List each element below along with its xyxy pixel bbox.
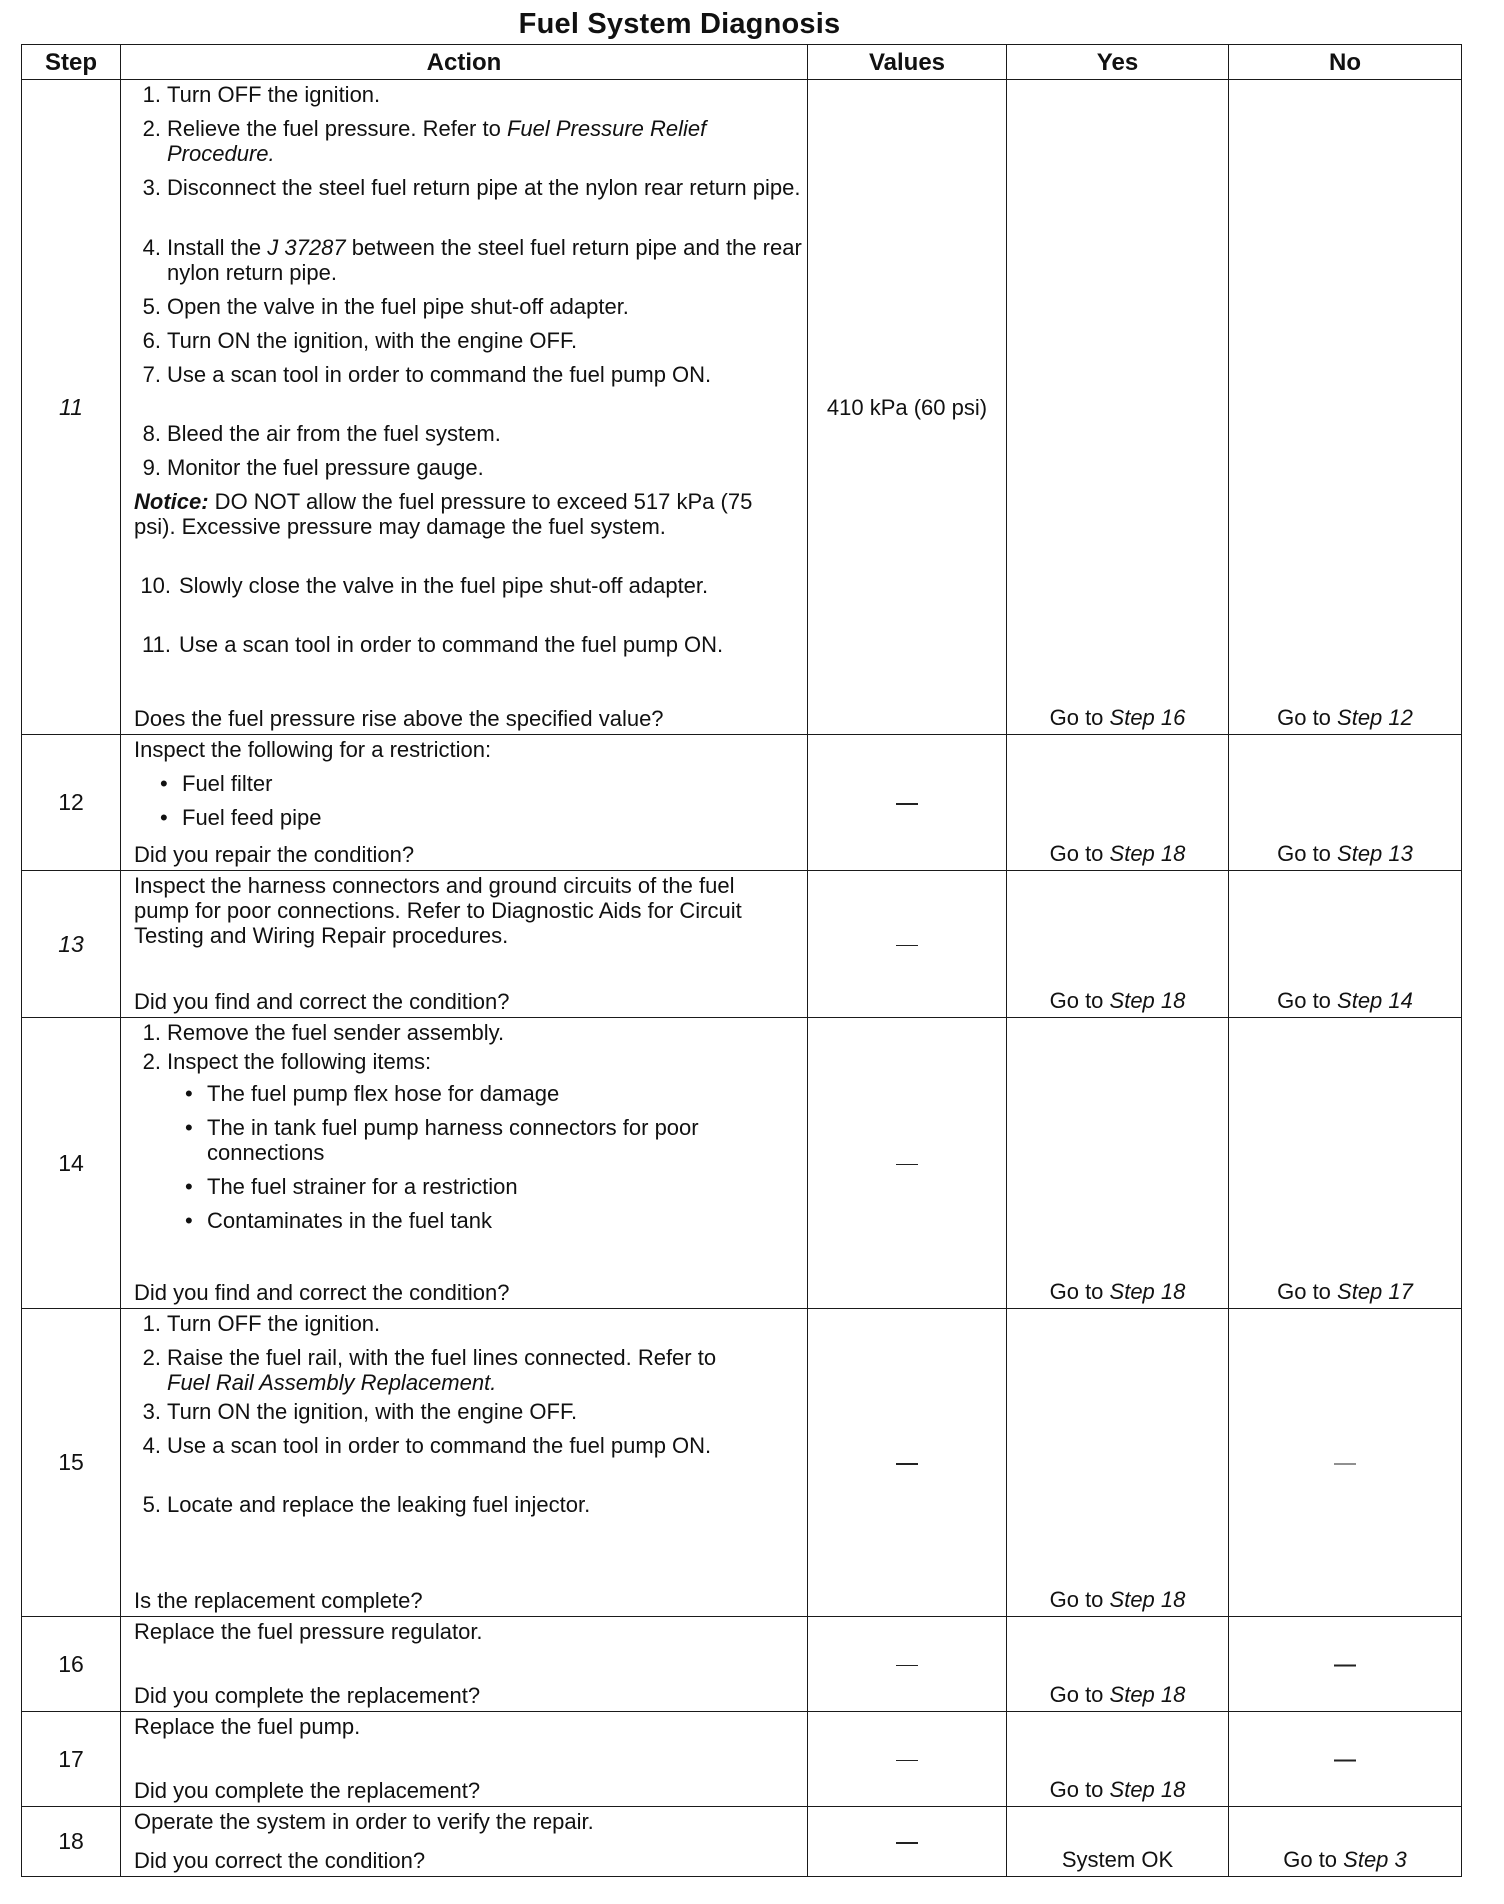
action-steps (121, 1311, 807, 1526)
list-item: 1. Turn OFF the ignition. (142, 82, 381, 107)
action-steps (121, 1020, 807, 1081)
action-cell (121, 1712, 808, 1807)
action-intro: Operate the system in order to verify the repair. (134, 1809, 594, 1834)
values-cell: 410 kPa (60 psi) (808, 80, 1007, 735)
no-cell (1229, 1617, 1462, 1712)
action-cell (121, 80, 808, 735)
header-yes: Yes (1007, 45, 1229, 80)
no-answer: Go to Step 17 (1277, 1279, 1413, 1304)
action-cell (121, 1617, 808, 1712)
table-row-step-18 (22, 1807, 1462, 1877)
no-answer: Go to Step 3 (1283, 1847, 1407, 1872)
bullet-list (121, 1081, 807, 1242)
yes-answer: Go to Step 18 (1049, 1279, 1186, 1304)
list-item: 11. Use a scan tool in order to command the fuel pump ON. (142, 632, 724, 657)
table-row-step-16 (22, 1617, 1462, 1712)
step-number: 14 (22, 1018, 121, 1309)
yes-answer: Go to Step 18 (1049, 1777, 1186, 1802)
table-row-step-15 (22, 1309, 1462, 1617)
action-question: Did you find and correct the condition? (134, 989, 510, 1014)
step-number: 16 (22, 1617, 121, 1712)
list-item: 2. Relieve the fuel pressure. Refer to Fuel Pressure Relief Procedure. (142, 116, 707, 166)
list-item: 2. Raise the fuel rail, with the fuel lines connected. Refer to Fuel Rail Assembly Replacement. (142, 1345, 717, 1395)
dash-mark (896, 1665, 918, 1667)
action-cell (121, 1807, 808, 1877)
dash-mark (1334, 1760, 1356, 1762)
list-item: 7. Use a scan tool in order to command the fuel pump ON. (142, 362, 712, 387)
no-cell (1229, 871, 1462, 1018)
list-item: • Fuel filter (160, 771, 273, 796)
notice-text: Notice: DO NOT allow the fuel pressure to exceed 517 kPa (75 psi). Excessive pressure may damage the fuel system. (134, 489, 753, 539)
action-cell (121, 871, 808, 1018)
step-number: 13 (22, 871, 121, 1018)
yes-answer: Go to Step 18 (1049, 1587, 1186, 1612)
values-cell (808, 1617, 1007, 1712)
notice-label: Notice: (134, 489, 209, 514)
list-item: • Contaminates in the fuel tank (185, 1208, 492, 1233)
list-item: 4. Use a scan tool in order to command the fuel pump ON. (142, 1433, 712, 1458)
action-cell (121, 1309, 808, 1617)
no-answer: Go to Step 14 (1277, 988, 1413, 1013)
values-cell (808, 1018, 1007, 1309)
values-cell (808, 1309, 1007, 1617)
header-row (22, 45, 1462, 80)
list-item: 4. Install the J 37287 between the steel fuel return pipe and the rear nylon return pipe. (142, 235, 802, 285)
list-item: 1. Turn OFF the ignition. (142, 1311, 381, 1336)
action-question: Did you complete the replacement? (134, 1778, 481, 1803)
yes-cell (1007, 1309, 1229, 1617)
values-cell (808, 871, 1007, 1018)
yes-answer: Go to Step 16 (1049, 705, 1186, 730)
bullet-list (134, 771, 807, 839)
no-cell (1229, 1018, 1462, 1309)
action-intro: Replace the fuel pressure regulator. (134, 1619, 483, 1644)
dash-mark (896, 945, 918, 947)
yes-cell (1007, 1018, 1229, 1309)
no-cell (1229, 735, 1462, 871)
list-item: 8. Bleed the air from the fuel system. (142, 421, 501, 446)
diagnosis-table (21, 44, 1462, 1877)
action-steps-continued (121, 573, 807, 666)
dash-mark (896, 1760, 918, 1762)
dash-mark (896, 1842, 918, 1844)
list-item: 5. Locate and replace the leaking fuel injector. (142, 1492, 591, 1517)
step-number: 18 (22, 1807, 121, 1877)
list-item: • The fuel strainer for a restriction (185, 1174, 518, 1199)
document-title: Fuel System Diagnosis (518, 8, 841, 40)
list-item: 3. Turn ON the ignition, with the engine OFF. (142, 1399, 578, 1424)
table-row-step-11 (22, 80, 1462, 735)
action-question: Did you correct the condition? (134, 1848, 426, 1873)
action-question: Does the fuel pressure rise above the specified value? (134, 706, 664, 731)
table-row-step-13 (22, 871, 1462, 1018)
table-row-step-12 (22, 735, 1462, 871)
step-number: 12 (22, 735, 121, 871)
dash-mark (1334, 1463, 1356, 1465)
list-item: 5. Open the valve in the fuel pipe shut-off adapter. (142, 294, 629, 319)
yes-answer: Go to Step 18 (1049, 988, 1186, 1013)
yes-answer: System OK (1061, 1847, 1174, 1872)
action-intro: Replace the fuel pump. (134, 1714, 361, 1739)
list-item: • Fuel feed pipe (160, 805, 322, 830)
step-number: 11 (22, 80, 121, 735)
list-item: • The in tank fuel pump harness connectors for poor connections (185, 1115, 699, 1165)
dash-mark (896, 803, 918, 805)
action-intro: Inspect the harness connectors and ground circuits of the fuel pump for poor connections. Refer to Diagnostic Aids for Circuit Testing and Wiring Repair procedures. (134, 873, 742, 948)
yes-cell (1007, 871, 1229, 1018)
no-answer: Go to Step 12 (1277, 705, 1413, 730)
action-steps (121, 82, 807, 489)
table-row-step-17 (22, 1712, 1462, 1807)
header-values: Values (808, 45, 1007, 80)
list-item: 1. Remove the fuel sender assembly. (142, 1020, 505, 1045)
header-step: Step (22, 45, 121, 80)
table-row-step-14 (22, 1018, 1462, 1309)
yes-cell (1007, 1712, 1229, 1807)
list-item: • The fuel pump flex hose for damage (185, 1081, 560, 1106)
list-item: 10. Slowly close the valve in the fuel pipe shut-off adapter. (140, 573, 709, 598)
action-intro: Inspect the following for a restriction: (134, 737, 492, 762)
no-cell (1229, 1712, 1462, 1807)
list-item: 3. Disconnect the steel fuel return pipe at the nylon rear return pipe. (142, 175, 801, 200)
dash-mark (1334, 1665, 1356, 1667)
no-cell (1229, 1309, 1462, 1617)
action-cell (121, 735, 808, 871)
list-item: 6. Turn ON the ignition, with the engine OFF. (142, 328, 578, 353)
yes-cell (1007, 80, 1229, 735)
action-cell (121, 1018, 808, 1309)
yes-cell (1007, 735, 1229, 871)
no-cell (1229, 80, 1462, 735)
list-item: 9. Monitor the fuel pressure gauge. (142, 455, 484, 480)
no-cell (1229, 1807, 1462, 1877)
yes-cell (1007, 1807, 1229, 1877)
dash-mark (896, 1164, 918, 1166)
header-action: Action (121, 45, 808, 80)
list-item: 2. Inspect the following items: (142, 1049, 432, 1074)
yes-answer: Go to Step 18 (1049, 841, 1186, 866)
no-answer: Go to Step 13 (1277, 841, 1413, 866)
dash-mark (896, 1463, 918, 1465)
values-cell (808, 1807, 1007, 1877)
yes-cell (1007, 1617, 1229, 1712)
step-number: 15 (22, 1309, 121, 1617)
step-number: 17 (22, 1712, 121, 1807)
action-question: Is the replacement complete? (134, 1588, 423, 1613)
yes-answer: Go to Step 18 (1049, 1682, 1186, 1707)
action-question: Did you complete the replacement? (134, 1683, 481, 1708)
action-question: Did you find and correct the condition? (134, 1280, 510, 1305)
values-cell (808, 1712, 1007, 1807)
header-no: No (1229, 45, 1462, 80)
values-cell (808, 735, 1007, 871)
action-question: Did you repair the condition? (134, 842, 415, 867)
